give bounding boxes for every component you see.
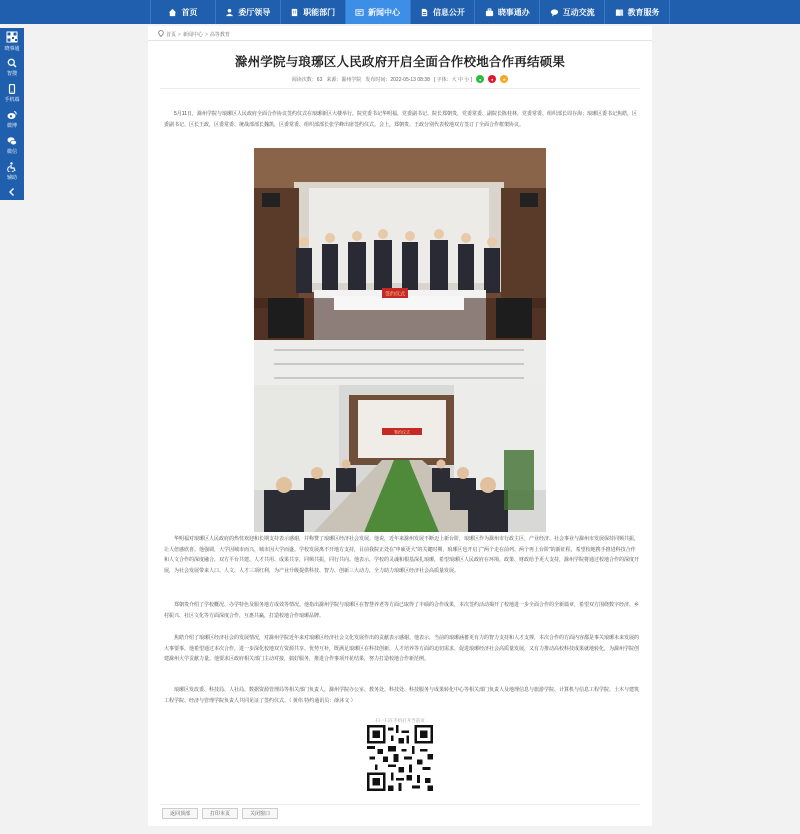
share-qzone-button[interactable] <box>500 75 508 83</box>
font-size-switch[interactable]: [ 字体：大 中 小 ] <box>433 76 473 83</box>
page-qr-code <box>367 725 433 791</box>
star-icon: ★ <box>502 76 506 82</box>
nav-item-label: 教育服务 <box>627 7 660 17</box>
nav-item-services[interactable] <box>474 0 539 24</box>
sidebar-item-wechat[interactable] <box>0 132 24 158</box>
qr-caption: 扫一扫在手机打开当前页 <box>375 718 425 723</box>
breadcrumb-separator: > <box>204 31 208 38</box>
document-icon <box>420 8 429 17</box>
news-icon <box>355 8 364 17</box>
nav-item-label: 互动交流 <box>562 7 595 17</box>
service-icon <box>485 8 494 17</box>
divider <box>148 40 652 41</box>
nav-item-interaction[interactable] <box>539 0 604 24</box>
nav-item-home[interactable] <box>150 0 215 24</box>
divider <box>160 88 640 89</box>
nav-item-leaders[interactable] <box>215 0 280 24</box>
wechat-icon: ● <box>478 76 482 82</box>
nav-item-label: 职能部门 <box>303 7 336 17</box>
sidebar-item-label: 微博 <box>6 122 17 129</box>
article-paragraph: 华明福对琅琊区人民政府的热忱欢迎和长期支持表示感谢，并称赞了琅琊区经济社会发展。他说，近年来滁州发展不断迈上新台阶，琅琊区作为滁州市行政主区，产业经济、社会事业与滁州市发展保持同频共振，让人倍感欣喜。他强调，大学因城市而兴，城市因大学而盛。学校发展离不开地方支持，目前我院正处在“申硕更大”的关键时期，琅琊区也开启了“两个走在前列、两个再上台阶”的新征程，希望校地携手推进科技合作和人文合作的深度融合，双方平台共建、人才共用、成果共享，同频共振，同行共向。他表示，学校的灵魂和根基深扎琅琊，希望琅琊区人民政府在环境、政策、财政给予更大支持，滁州学院将通过校地合作的深度开展，为社会发展带来人口、人文、人才三项红利，为产业升级提供科技、智力、创新三大动力，全力助力琅琊区经济社会高质量发展。 <box>164 536 640 574</box>
share-weibo-button[interactable] <box>488 75 496 83</box>
breadcrumb-home-link[interactable]: 首页 <box>166 32 177 38</box>
signing-photo-illustration <box>254 148 546 340</box>
sidebar-item-search[interactable] <box>0 54 24 80</box>
article-title: 滁州学院与琅琊区人民政府开启全面合作校地合作再结硕果 <box>234 55 566 69</box>
floating-sidebar <box>0 28 24 200</box>
nav-item-info-public[interactable] <box>410 0 475 24</box>
sidebar-collapse-button[interactable] <box>0 184 24 202</box>
breadcrumb <box>158 30 230 39</box>
divider <box>160 804 640 805</box>
wechat-icon <box>7 136 17 148</box>
publish-time: 发布时间：2022-05-13 08:38 <box>365 76 430 83</box>
article-paragraph: 5月11日，滁州学院与琅琊区人民政府全面合作协议签约仪式在琅琊新区大楼举行。院党委书记华明福，党委副书记、院长郑朝贵，党委常委、副院长陈桂林，党委常委、组织部长周存海；琅琊区委书记焦皓，区委副书记、区长王政，区委常委、统战部部长魏凯，区委常委、组织部部长张学峰出席签约仪式。会上，郑朝贵、王政分别代表校地双方签订了全面合作框架协议。 <box>164 111 637 128</box>
nav-item-label: 首页 <box>181 7 198 17</box>
sidebar-item-label: 微信 <box>6 148 17 155</box>
nav-item-news[interactable] <box>345 0 410 24</box>
meeting-photo-illustration <box>254 340 546 532</box>
breadcrumb-current[interactable]: 高等教育 <box>209 32 230 38</box>
photo-banner-text: 签约仪式 <box>394 429 410 435</box>
article-paragraph: 焦皓介绍了琅琊区经济社会的发展情况，对滁州学院近年来对琅琊区经济社会文化发展作出的贡献表示感谢。他表示，当前的琅琊涵蓄更有力的智力支持和人才支撑，本次合作的方面内容都是事关琅琊未来发展的大事要事。他希望通过本次合作，进一步深化校地双方资源共享、优势互补，既满足琅琊区在科技创新、人才培养等方面的迫切需求，促进琅琊经济社会高质量发展，又有力推动高校科技成果就地转化，为滁州学院创建滁州大学贡献力量。他要求区政府相关部门主动对接，搞好服务，推进合作事项开花结果，努力打造校地合作新范例。 <box>164 635 640 663</box>
main-nav <box>150 0 670 24</box>
breadcrumb-news-link[interactable]: 新闻中心 <box>182 32 203 38</box>
article-photo-signing <box>254 148 546 340</box>
location-pin-icon <box>158 30 164 39</box>
chevron-left-icon <box>7 187 17 199</box>
close-window-button[interactable]: 关闭窗口 <box>242 808 278 819</box>
breadcrumb-separator: > <box>178 31 181 38</box>
nav-item-label: 新闻中心 <box>368 7 401 17</box>
qr-code-icon <box>6 31 18 45</box>
sidebar-item-mobile[interactable] <box>0 80 24 106</box>
top-navigation-bar <box>0 0 800 24</box>
person-icon <box>225 8 234 17</box>
article-source: 来源：滁州学院 <box>326 76 362 83</box>
weibo-icon <box>7 110 17 122</box>
building-icon <box>290 8 299 17</box>
sidebar-item-xiaoshitong[interactable] <box>0 28 24 54</box>
sidebar-item-label: 晓事通 <box>4 45 20 52</box>
sidebar-item-label: 智搜 <box>6 70 17 77</box>
print-page-button[interactable]: 打印本页 <box>202 808 238 819</box>
home-icon <box>168 8 177 17</box>
sidebar-item-label: 手机端 <box>4 96 20 103</box>
book-icon <box>615 8 624 17</box>
nav-item-label: 晓事通办 <box>497 7 530 17</box>
nav-item-label: 信息公开 <box>432 7 465 17</box>
search-icon <box>7 58 17 70</box>
accessibility-icon <box>7 162 17 174</box>
share-wechat-button[interactable] <box>476 75 484 83</box>
view-count: 阅读次数：63 <box>291 76 323 83</box>
weibo-icon: ● <box>490 76 494 82</box>
nav-item-departments[interactable] <box>280 0 345 24</box>
sidebar-item-label: 辅助 <box>6 174 17 181</box>
article-paragraph: 琅琊区发改委、科技局、人社局、数据资源管理局等相关部门负责人，滁州学院办公室、教务处、科技处、科技服务与成果转化中心等相关部门负责人及地理信息与旅游学院、计算机与信息工程学院、土木与建筑工程学院、经济与管理学院负责人共同见证了签约仪式。（ 黄伟 特约通讯员：薛沐文 ） <box>164 687 640 704</box>
chat-icon <box>550 8 559 17</box>
article-paragraph: 郑朝贵介绍了学校概况、办学特色及服务地方成效等情况。他指出滁州学院与琅琊区在智慧养老等方面已取得了丰硕的合作成果，本次签约活动揭开了校地进一步全面合作的全新篇章，希望双方围绕数字经济、乡村振兴、社区文化等方面深度合作，互惠共赢，打造校地合作琅琊品牌。 <box>164 602 640 619</box>
back-to-top-button[interactable]: 返回顶部 <box>162 808 198 819</box>
photo-banner-text: 签约仪式 <box>384 291 406 298</box>
article-meta <box>148 75 652 83</box>
sidebar-item-weibo[interactable] <box>0 106 24 132</box>
nav-item-label: 委厅领导 <box>238 7 271 17</box>
mobile-icon <box>7 84 17 96</box>
nav-item-education[interactable] <box>604 0 670 24</box>
sidebar-item-accessibility[interactable] <box>0 158 24 184</box>
article-photo-meeting <box>254 340 546 532</box>
article-panel <box>148 26 652 826</box>
